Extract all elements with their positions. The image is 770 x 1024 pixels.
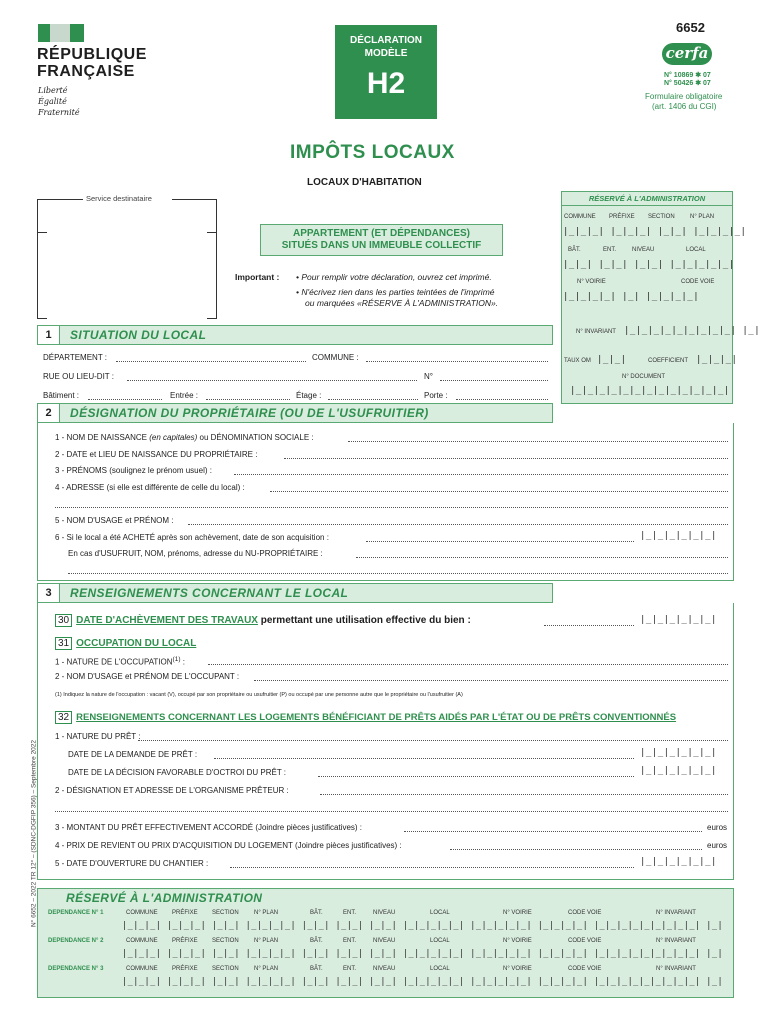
marianne-logo xyxy=(38,24,84,42)
pret-decision-field[interactable] xyxy=(318,776,634,777)
nom-naissance-label-a: 1 - NOM DE NAISSANCE xyxy=(55,433,148,442)
pret-demande-boxes[interactable]: |_|_|_|_|_|_| xyxy=(640,748,717,758)
dependance-2-voirie-label: N° VOIRIE xyxy=(503,938,532,944)
entree-field[interactable] xyxy=(206,399,290,400)
item-31 xyxy=(55,637,196,650)
dependance-2-ent-label: ENT. xyxy=(343,938,357,944)
admin-label-prefixe: PRÉFIXE xyxy=(609,214,635,220)
occupation-note-ref: (1) xyxy=(172,656,181,663)
section-1-title: SITUATION DU LOCAL xyxy=(70,328,207,342)
item-30-title: DATE D'ACHÈVEMENT DES TRAVAUX xyxy=(76,615,258,626)
dependance-2-commune-label: COMMUNE xyxy=(126,938,158,944)
service-corner-mr xyxy=(207,232,217,233)
cerfa-number-1: N° 10869 ✱ 07 xyxy=(664,72,711,79)
dependance-3-invariant-label: N° INVARIANT xyxy=(656,966,696,972)
dependance-3-ent-label: ENT. xyxy=(343,966,357,972)
admin-label-document: N° DOCUMENT xyxy=(622,374,666,380)
section-3-header xyxy=(37,583,553,603)
prix-euros: euros xyxy=(707,841,728,850)
nom-usage-label: 5 - NOM D'USAGE et PRÉNOM : xyxy=(55,516,174,525)
item-30-desc: permettant une utilisation effective du bien : xyxy=(260,615,471,626)
adresse-field[interactable] xyxy=(270,491,728,492)
commune-field[interactable] xyxy=(366,361,548,362)
dependance-3-prefixe-label: PRÉFIXE xyxy=(172,966,198,972)
dependance-2-local-label: LOCAL xyxy=(430,938,450,944)
organisme-field-2[interactable] xyxy=(55,811,728,812)
pret-decision-label: DATE DE LA DÉCISION FAVORABLE D'OCTROI DU PRÊT : xyxy=(68,768,287,777)
admin-label-coef: COEFFICIENT xyxy=(648,358,688,364)
occupation-footnote: (1) Indiquez la nature de l'occupation : vacant (V), occupé par son propriétaire ou usufruitier (P) ou occupé par une personne autre que le propriétaire ou l'usufruitier (A) xyxy=(55,692,463,698)
dependance-2-invariant-label: N° INVARIANT xyxy=(656,938,696,944)
side-reference: N° 6652 – 2022 TR 12° – (SDNC-DGFIP 356) – Septembre 2022 xyxy=(30,739,38,928)
dependance-1-niveau-label: NIVEAU xyxy=(373,910,396,916)
nom-naissance-label xyxy=(55,433,314,442)
sub-title: LOCAUX D'HABITATION xyxy=(307,177,422,188)
commune-label: COMMUNE : xyxy=(312,353,359,362)
batiment-label: Bâtiment : xyxy=(43,391,80,400)
adresse-label: 4 - ADRESSE (si elle est différente de celle du local) : xyxy=(55,483,245,492)
admin-document-boxes: |_|_|_|_|_|_|_|_|_|_|_|_|_| xyxy=(570,386,730,396)
dependance-3-code-voie-label: CODE VOIE xyxy=(568,966,602,972)
adresse-field-2[interactable] xyxy=(55,507,728,508)
date-naissance-field[interactable] xyxy=(284,458,728,459)
dependance-1-ent-label: ENT. xyxy=(343,910,357,916)
dependance-3-bat-label: BÂT. xyxy=(310,966,323,972)
achat-label: 6 - Si le local a été ACHETÉ après son achèvement, date de son acquisition : xyxy=(55,533,329,542)
item-31-title: OCCUPATION DU LOCAL xyxy=(76,638,197,649)
admin-coef-boxes: |_|_|_| xyxy=(696,355,738,365)
etage-label: Étage : xyxy=(296,391,322,400)
dependance-1-invariant-label: N° INVARIANT xyxy=(656,910,696,916)
nom-usage-field[interactable] xyxy=(188,524,728,525)
usufruit-label: En cas d'USUFRUIT, NOM, prénoms, adresse du NU-PROPRIÉTAIRE : xyxy=(68,549,323,558)
mandatory-1: Formulaire obligatoire xyxy=(645,92,723,101)
service-box-top-right xyxy=(172,199,217,200)
item-32-title: RENSEIGNEMENTS CONCERNANT LES LOGEMENTS BÉNÉFICIANT DE PRÊTS AIDÉS PAR L'ÉTAT OU DE PRÊTS CONVENTIONNÉS xyxy=(76,712,677,723)
dependance-2-boxes: |_|_|_| |_|_|_| |_|_| |_|_|_|_| |_|_| |_|_| |_|_| |_|_|_|_|_| |_|_|_|_|_| |_|_|_|_| |_|_|_|_|_|_|_|_|_| |_| xyxy=(122,949,724,959)
dependance-label-3: DEPENDANCE N° 3 xyxy=(48,966,104,972)
dependance-1-section-label: SECTION xyxy=(212,910,239,916)
admin-label-taux: TAUX OM xyxy=(564,358,591,364)
dependance-3-local-label: LOCAL xyxy=(430,966,450,972)
dependance-1-commune-label: COMMUNE xyxy=(126,910,158,916)
republique-text-1: RÉPUBLIQUE xyxy=(37,46,147,63)
dependance-1-plan-label: N° PLAN xyxy=(254,910,279,916)
declaration-box xyxy=(335,25,437,119)
main-title: IMPÔTS LOCAUX xyxy=(290,142,455,163)
porte-field[interactable] xyxy=(456,399,548,400)
achat-date-boxes[interactable]: |_|_|_|_|_|_| xyxy=(640,531,717,541)
admin-taux-boxes: |_|_| xyxy=(597,355,627,365)
service-box-top-left xyxy=(37,199,83,200)
departement-field[interactable] xyxy=(116,361,306,362)
important-line-1: • Pour remplir votre déclaration, ouvrez cet imprimé. xyxy=(296,272,492,282)
organisme-field[interactable] xyxy=(320,794,728,795)
admin-label-commune: COMMUNE xyxy=(564,214,596,220)
item-30-number: 30 xyxy=(55,614,72,627)
dependance-1-boxes: |_|_|_| |_|_|_| |_|_| |_|_|_|_| |_|_| |_|_| |_|_| |_|_|_|_|_| |_|_|_|_|_| |_|_|_|_| |_|_|_|_|_|_|_|_|_| |_| xyxy=(122,921,724,931)
usufruit-field-2[interactable] xyxy=(68,573,728,574)
admin-label-code-voie: CODE VOIE xyxy=(681,279,715,285)
apartment-box xyxy=(260,224,503,256)
dependance-2-section-label: SECTION xyxy=(212,938,239,944)
admin-label-niveau: NIVEAU xyxy=(632,247,655,253)
montant-field[interactable] xyxy=(404,831,702,832)
achat-field[interactable] xyxy=(366,541,634,542)
service-corner-br xyxy=(207,311,217,319)
important-label: Important : xyxy=(235,272,280,282)
dependance-2-code-voie-label: CODE VOIE xyxy=(568,938,602,944)
numero-label: N° xyxy=(424,372,433,381)
prenoms-field[interactable] xyxy=(234,474,728,475)
numero-field[interactable] xyxy=(440,380,548,381)
important-line-3: ou marquées «RÉSERVE À L'ADMINISTRATION». xyxy=(305,298,499,308)
dependance-3-niveau-label: NIVEAU xyxy=(373,966,396,972)
declaration-label-1: DÉCLARATION xyxy=(349,35,423,46)
section-2-header xyxy=(37,403,553,423)
dependance-label-2: DEPENDANCE N° 2 xyxy=(48,938,104,944)
montant-label: 3 - MONTANT DU PRÊT EFFECTIVEMENT ACCORDÉ (Joindre pièces justificatives) : xyxy=(55,823,363,832)
pret-nature-label: 1 - NATURE DU PRÊT : xyxy=(55,732,141,741)
admin-label-voirie: N° VOIRIE xyxy=(577,279,606,285)
service-label: Service destinataire xyxy=(86,194,152,203)
admin-label-plan: N° PLAN xyxy=(690,214,715,220)
chantier-boxes[interactable]: |_|_|_|_|_|_| xyxy=(640,857,717,867)
section-2-title: DÉSIGNATION DU PROPRIÉTAIRE (OU DE L'USUFRUITIER) xyxy=(70,406,429,420)
departement-label: DÉPARTEMENT : xyxy=(43,353,108,362)
pret-decision-boxes[interactable]: |_|_|_|_|_|_| xyxy=(640,766,717,776)
item-32 xyxy=(55,711,676,724)
item-30-field[interactable] xyxy=(544,625,634,626)
dependance-1-code-voie-label: CODE VOIE xyxy=(568,910,602,916)
entree-label: Entrée : xyxy=(170,391,199,400)
dependance-2-plan-label: N° PLAN xyxy=(254,938,279,944)
pret-demande-field[interactable] xyxy=(214,758,634,759)
admin-bottom-title: RÉSERVÉ À L'ADMINISTRATION xyxy=(66,891,263,905)
section-1-number: 1 xyxy=(38,326,60,344)
dependance-2-niveau-label: NIVEAU xyxy=(373,938,396,944)
cerfa-number-2: N° 50426 ✱ 07 xyxy=(664,80,711,87)
admin-label-invariant: N° INVARIANT xyxy=(576,329,616,335)
prenoms-label: 3 - PRÉNOMS (soulignez le prénom usuel) : xyxy=(55,466,212,475)
prix-field[interactable] xyxy=(450,849,702,850)
republique-text-2: FRANÇAISE xyxy=(37,63,135,80)
occupation-nature-label: 1 - NATURE DE L'OCCUPATION$^{(1)}$ : xyxy=(55,656,185,667)
dependance-1-prefixe-label: PRÉFIXE xyxy=(172,910,198,916)
apartment-line-1: APPARTEMENT (ET DÉPENDANCES) xyxy=(292,228,471,239)
porte-label: Porte : xyxy=(424,391,448,400)
item-30-date-boxes[interactable]: |_|_|_|_|_|_| xyxy=(640,615,717,625)
motto-2: Égalité xyxy=(38,97,67,106)
prix-label: 4 - PRIX DE REVIENT OU PRIX D'ACQUISITION DU LOGEMENT (Joindre pièces justificatives) : xyxy=(55,841,402,850)
rue-field[interactable] xyxy=(127,380,417,381)
mandatory-2: (art. 1406 du CGI) xyxy=(652,102,717,111)
occupant-field[interactable] xyxy=(254,680,728,681)
item-32-number: 32 xyxy=(55,711,72,724)
date-naissance-label: 2 - DATE et LIEU DE NAISSANCE DU PROPRIÉTAIRE : xyxy=(55,450,258,459)
etage-field[interactable] xyxy=(328,399,418,400)
motto-1: Liberté xyxy=(38,86,68,95)
motto-3: Fraternité xyxy=(38,108,80,117)
nom-naissance-label-b: (en capitales) xyxy=(149,433,198,442)
admin-label-bat: BÂT. xyxy=(568,247,581,253)
batiment-field[interactable] xyxy=(88,399,162,400)
dependance-3-plan-label: N° PLAN xyxy=(254,966,279,972)
section-3-number: 3 xyxy=(38,584,60,602)
service-corner-bl xyxy=(37,311,47,319)
admin-box-title: RÉSERVÉ À L'ADMINISTRATION xyxy=(562,192,732,206)
chantier-label: 5 - DATE D'OUVERTURE DU CHANTIER : xyxy=(55,859,209,868)
admin-row1-boxes: |_|_|_| |_|_|_| |_|_| |_|_|_|_| xyxy=(563,227,747,237)
pret-nature-field[interactable] xyxy=(138,740,728,741)
declaration-code: H2 xyxy=(366,67,406,100)
dependance-3-commune-label: COMMUNE xyxy=(126,966,158,972)
nom-naissance-label-c: ou DÉNOMINATION SOCIALE : xyxy=(199,433,314,442)
apartment-line-2: SITUÉS DANS UN IMMEUBLE COLLECTIF xyxy=(281,240,482,251)
item-31-number: 31 xyxy=(55,637,72,650)
pret-demande-label: DATE DE LA DEMANDE DE PRÊT : xyxy=(68,750,198,759)
declaration-label-2: MODÈLE xyxy=(364,48,408,59)
cerfa-logo-text: cerfa xyxy=(665,44,709,62)
dependance-3-section-label: SECTION xyxy=(212,966,239,972)
dependance-3-voirie-label: N° VOIRIE xyxy=(503,966,532,972)
admin-label-section: SECTION xyxy=(648,214,675,220)
dependance-label-1: DEPENDANCE N° 1 xyxy=(48,910,104,916)
section-1-header xyxy=(37,325,553,345)
item-30 xyxy=(55,614,471,627)
cerfa-logo xyxy=(662,43,712,65)
dependance-2-prefixe-label: PRÉFIXE xyxy=(172,938,198,944)
dependance-1-bat-label: BÂT. xyxy=(310,910,323,916)
important-line-2: • N'écrivez rien dans les parties teintées de l'imprimé xyxy=(296,287,495,297)
section-2-number: 2 xyxy=(38,404,60,422)
rue-label: RUE OU LIEU-DIT : xyxy=(43,372,114,381)
dependance-1-voirie-label: N° VOIRIE xyxy=(503,910,532,916)
admin-label-local: LOCAL xyxy=(686,247,706,253)
service-box[interactable] xyxy=(37,199,217,319)
dependance-3-boxes: |_|_|_| |_|_|_| |_|_| |_|_|_|_| |_|_| |_|_| |_|_| |_|_|_|_|_| |_|_|_|_|_| |_|_|_|_| |_|_|_|_|_|_|_|_|_| |_| xyxy=(122,977,724,987)
occupant-label: 2 - NOM D'USAGE et PRÉNOM DE L'OCCUPANT : xyxy=(55,672,240,681)
occupation-nature-text: 1 - NATURE DE L'OCCUPATION xyxy=(55,657,173,667)
chantier-field[interactable] xyxy=(230,867,634,868)
admin-row3-boxes: |_|_|_|_| |_| |_|_|_|_| xyxy=(563,292,700,302)
usufruit-field[interactable] xyxy=(356,557,728,558)
dependance-1-local-label: LOCAL xyxy=(430,910,450,916)
service-corner-ml xyxy=(37,232,47,233)
admin-row2-boxes: |_|_| |_|_| |_|_| |_|_|_|_|_| xyxy=(563,260,735,270)
admin-invariant-boxes: |_|_|_|_|_|_|_|_|_| |_| xyxy=(624,326,761,336)
nom-naissance-field[interactable] xyxy=(348,441,728,442)
form-number: 6652 xyxy=(676,20,705,35)
occupation-nature-field[interactable] xyxy=(208,664,728,665)
section-3-title: RENSEIGNEMENTS CONCERNANT LE LOCAL xyxy=(70,586,349,600)
admin-label-ent: ENT. xyxy=(603,247,617,253)
dependance-2-bat-label: BÂT. xyxy=(310,938,323,944)
montant-euros: euros xyxy=(707,823,728,832)
organisme-label: 2 - DÉSIGNATION ET ADRESSE DE L'ORGANISME PRÊTEUR : xyxy=(55,786,289,795)
